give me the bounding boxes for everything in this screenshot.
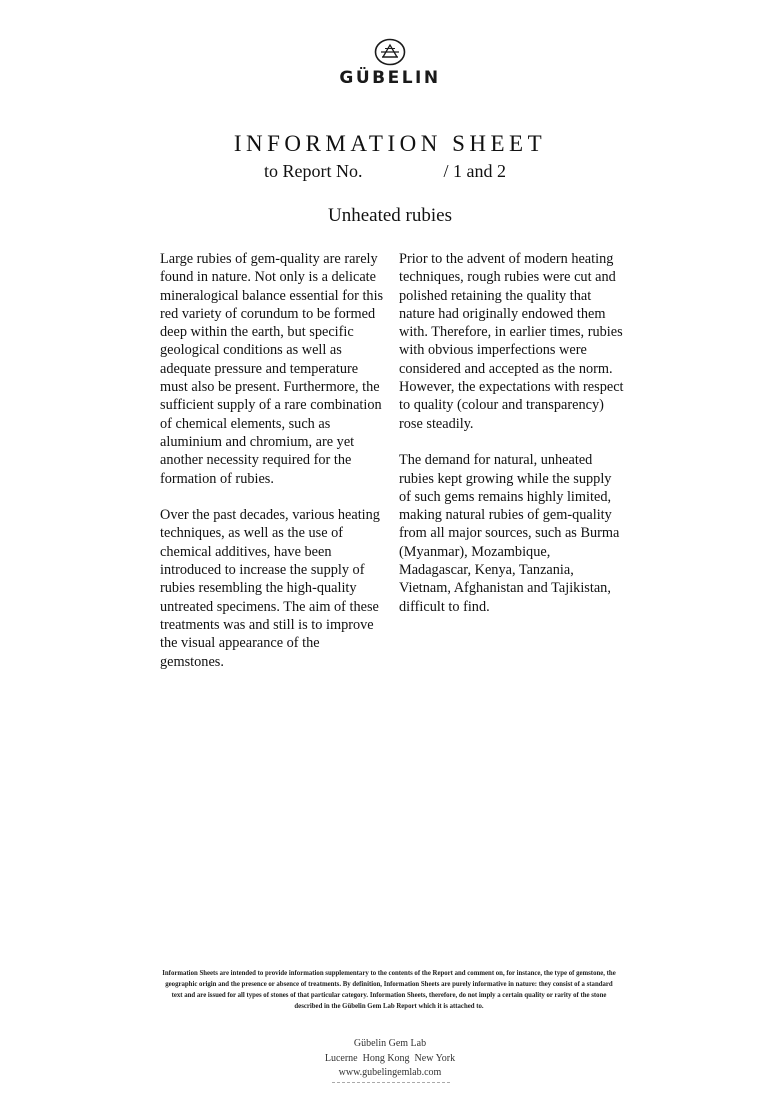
footer-website: www.gubelingemlab.com xyxy=(338,1067,442,1078)
report-suffix: / 1 and 2 xyxy=(443,161,506,181)
paragraph: Prior to the advent of modern heating techniques, rough rubies were cut and polished retaining the quality that nature had originally endowed them with. Therefore, in earlier times, rubies with obvious imperfections were considered and accepted as the norm. However, the expectations with respect to quality (colour and transparency) rose steadily. xyxy=(399,251,624,432)
text-column-right xyxy=(399,250,625,634)
sheet-subtitle: Unheated rubies xyxy=(328,205,452,226)
disclaimer: Information Sheets are intended to provide information supplementary to the contents of the Report and comment on, for instance, the type of gemstone, the geographic origin and the presence or absence of treatments. By definition, Information Sheets are purely informative in nature: they consist of a standard text and are issued for all types of stones of that particular category. Information Sheets, therefore, do not imply a certain quality or rarity of the stone described in the Gübelin Gem Lab Report which it is attached to. xyxy=(162,970,616,1010)
logo-wordmark: GÜBELIN xyxy=(339,68,441,88)
paragraph: The demand for natural, unheated rubies kept growing while the supply of such gems remains highly limited, making natural rubies of gem-quality from all major sources, such as Burma (Myanmar), Mozambique, Madagascar, Kenya, Tanzania, Vietnam, Afghanistan and Tajikistan, difficult to find. xyxy=(399,452,620,615)
footer-divider xyxy=(332,1082,450,1083)
logo xyxy=(0,38,780,88)
report-prefix: to Report No. xyxy=(264,161,363,181)
paragraph: Over the past decades, various heating techniques, as well as the use of chemical additives, have been introduced to increase the supply of rubies resembling the high-quality untreated specimens. The aim of these treatments was and still is to improve the visual appearance of the gemstones. xyxy=(160,507,380,670)
guebelin-emblem-icon xyxy=(374,38,406,66)
footer xyxy=(0,1037,780,1081)
report-number-blank xyxy=(363,161,444,181)
footer-locations: Lucerne Hong Kong New York xyxy=(324,1052,456,1064)
text-column-left xyxy=(160,250,386,689)
paragraph: Large rubies of gem-quality are rarely found in nature. Not only is a delicate mineralogical balance essential for this red variety of corundum to be formed deep within the earth, but specific geological conditions as well as adequate pressure and temperature must also be present. Furthermore, the sufficient supply of a rare combination of chemical elements, such as aluminium and chromium, are yet another necessity required for the formation of rubies. xyxy=(160,251,384,487)
footer-company: Gübelin Gem Lab xyxy=(353,1038,427,1049)
report-number-line xyxy=(264,161,506,182)
page-title: INFORMATION SHEET xyxy=(233,131,547,156)
